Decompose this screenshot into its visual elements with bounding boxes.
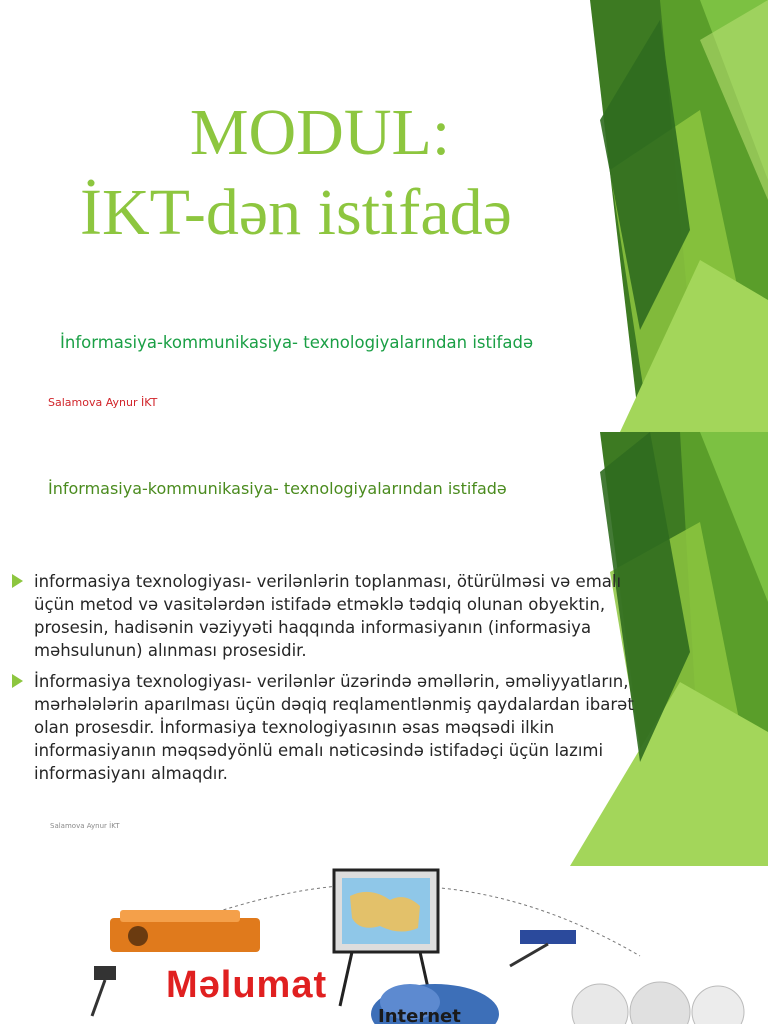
speaker-icon [572,982,744,1024]
projector-icon [110,910,260,952]
bullet-text: İnformasiya texnologiyası- verilənlər üzərində əməllərin, əməliyyatların, mərhələlərin aparılması üçün dəqiq reqlamentlənmiş qaydalardan ibarət olan prosesdir. İnformasiya texnologiyasının əsas məqsədi ilkin informasiyanın məqsədyönlü emalı nəticəsində istifadəçi üçün lazımi informasiyanı almaqdır. [34,672,634,783]
bullet-list [12,570,652,793]
devices-illustration [0,866,768,1024]
author-label: Salamova Aynur İKT [50,822,120,830]
diagram-slide [0,866,768,1024]
author-label: Salamova Aynur İKT [48,396,158,409]
subtitle: İnformasiya-kommunikasiya- texnologiyalarından istifadə [60,333,534,352]
title-line-1: MODUL: [189,96,451,169]
webcam-icon [92,966,116,1016]
bullet-arrow-icon [12,674,23,688]
bullet-arrow-icon [12,574,23,588]
bullet-text: informasiya texnologiyası- verilənlərin toplanması, ötürülməsi və emalı üçün metod və vasitələrdən istifadə etməklə tədqiq olunan obyektin, prosesin, hadisənin vəziyyəti haqqında informasiyanın (informasiya məhsulunun) alınması prosesidir. [34,572,622,660]
title-slide [0,0,768,432]
list-item [12,570,652,662]
content-slide [0,432,768,866]
cloud-label: Internet [378,1006,461,1024]
title-line-2: İKT-dən istifadə [80,176,512,249]
list-item [12,670,652,785]
slide-heading: İnformasiya-kommunikasiya- texnologiyalarından istifadə [48,479,507,498]
diagram-center-word: Məlumat [166,964,328,1006]
document-camera-icon [510,930,576,966]
